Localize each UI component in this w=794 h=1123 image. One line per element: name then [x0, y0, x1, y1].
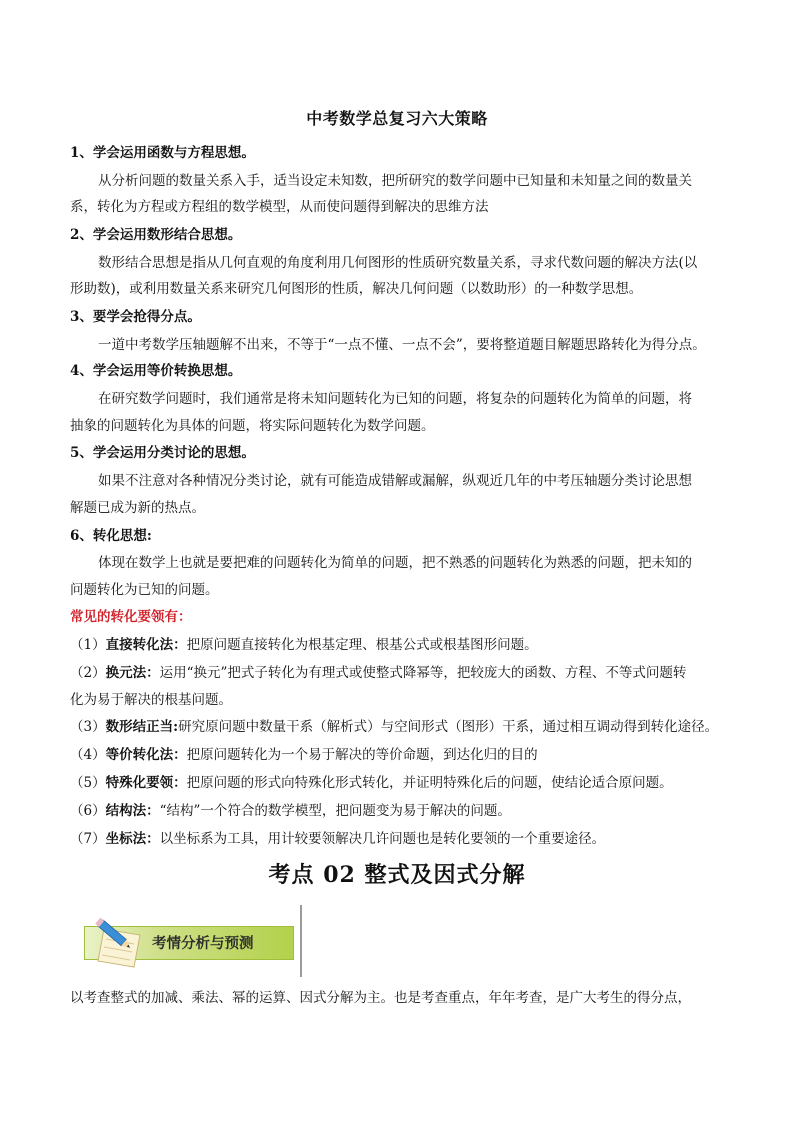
method-name: 坐标法： — [105, 831, 160, 847]
method-text: 把原问题转化为一个易于解决的等价命题，到达化归的目的 — [186, 747, 538, 763]
method-number: （4） — [70, 747, 106, 763]
method-text: 以坐标系为工具，用计较要领解决几许问题也是转化要领的一个重要途径。 — [159, 831, 606, 847]
section-2-heading: 2、学会运用数形结合思想。 — [70, 227, 242, 243]
method-continuation: 化为易于解决的根基问题。 — [70, 692, 232, 708]
pencil-icon — [90, 909, 148, 969]
section-1-heading: 1、学会运用函数与方程思想。 — [70, 145, 255, 161]
section-6-body-line-1: 体现在数学上也就是要把难的问题转化为简单的问题，把不熟悉的问题转化为熟悉的问题，把未知的 — [98, 555, 692, 571]
method-item — [70, 774, 724, 792]
section-6-body-line-2: 问题转化为已知的问题。 — [70, 582, 219, 598]
section-1-body-line-1: 从分析问题的数量关系入手，适当设定未知数，把所研究的数学问题中已知量和未知量之间的数量关 — [98, 173, 692, 189]
method-item — [70, 830, 724, 848]
section-4-body-line-1: 在研究数学问题时，我们通常是将未知问题转化为已知的问题，将复杂的问题转化为简单的问题，将 — [98, 391, 692, 407]
banner-divider — [300, 905, 302, 977]
method-text: 研究原问题中数量干系（解析式）与空间形式（图形）干系，通过相互调动得到转化途径。 — [178, 719, 719, 735]
section-5-heading: 5、学会运用分类讨论的思想。 — [70, 445, 255, 461]
banner-label: 考情分析与预测 — [152, 936, 254, 952]
page-title: 中考数学总复习六大策略 — [306, 109, 488, 128]
section-4-heading: 4、学会运用等价转换思想。 — [70, 363, 242, 379]
method-number: （1） — [70, 637, 106, 653]
method-item — [70, 664, 724, 682]
methods-heading: 常见的转化要领有： — [70, 609, 192, 625]
section-5-body-line-1: 如果不注意对各种情况分类讨论，就有可能造成错解或漏解，纵观近几年的中考压轴题分类讨论思想 — [98, 473, 692, 489]
section-2-body-line-2: 形助数)，或利用数量关系来研究几何图形的性质，解决几何问题（以数助形）的一种数学思想。 — [70, 281, 643, 297]
method-item — [70, 746, 724, 764]
method-number: （6） — [70, 803, 106, 819]
method-text: “结构”一个符合的数学模型，把问题变为易于解决的问题。 — [159, 803, 511, 819]
method-number: （3） — [70, 719, 106, 735]
section-3-body-line-1: 一道中考数学压轴题解不出来，不等于“一点不懂、一点不会”，要将整道题目解题思路转化为得分点。 — [98, 337, 706, 353]
method-text: 把原问题的形式向特殊化形式转化，并证明特殊化后的问题，使结论适合原问题。 — [186, 775, 673, 791]
section-2-body-line-1: 数形结合思想是指从几何直观的角度利用几何图形的性质研究数量关系，寻求代数问题的解决方法(以 — [98, 255, 698, 271]
analysis-banner — [84, 905, 300, 977]
method-item — [70, 718, 724, 736]
method-text: 运用“换元”把式子转化为有理式或使整式降幂等，把较庞大的函数、方程、不等式问题转 — [159, 665, 687, 681]
section-1-body-line-2: 系，转化为方程或方程组的数学模型，从而使问题得到解决的思维方法 — [70, 199, 489, 215]
method-name: 数形结正当: — [105, 719, 179, 735]
section-title: 考点 02 整式及因式分解 — [268, 862, 526, 888]
method-item — [70, 802, 724, 820]
method-number: （2） — [70, 665, 106, 681]
intro-line: 以考查整式的加减、乘法、幂的运算、因式分解为主。也是考查重点，年年考查，是广大考生的得分点， — [70, 990, 691, 1006]
method-name: 结构法： — [105, 803, 160, 819]
section-4-body-line-2: 抽象的问题转化为具体的问题，将实际问题转化为数学问题。 — [70, 418, 435, 434]
method-number: （5） — [70, 775, 106, 791]
method-text: 把原问题直接转化为根基定理、根基公式或根基图形问题。 — [186, 637, 538, 653]
section-6-heading: 6、转化思想: — [70, 528, 152, 544]
method-item — [70, 636, 724, 654]
method-name: 换元法： — [105, 665, 160, 681]
method-number: （7） — [70, 831, 106, 847]
method-name: 等价转化法： — [105, 747, 187, 763]
method-name: 特殊化要领： — [105, 775, 187, 791]
method-name: 直接转化法： — [105, 637, 187, 653]
section-5-body-line-2: 解题已成为新的热点。 — [70, 500, 205, 516]
section-3-heading: 3、要学会抢得分点。 — [70, 309, 201, 325]
